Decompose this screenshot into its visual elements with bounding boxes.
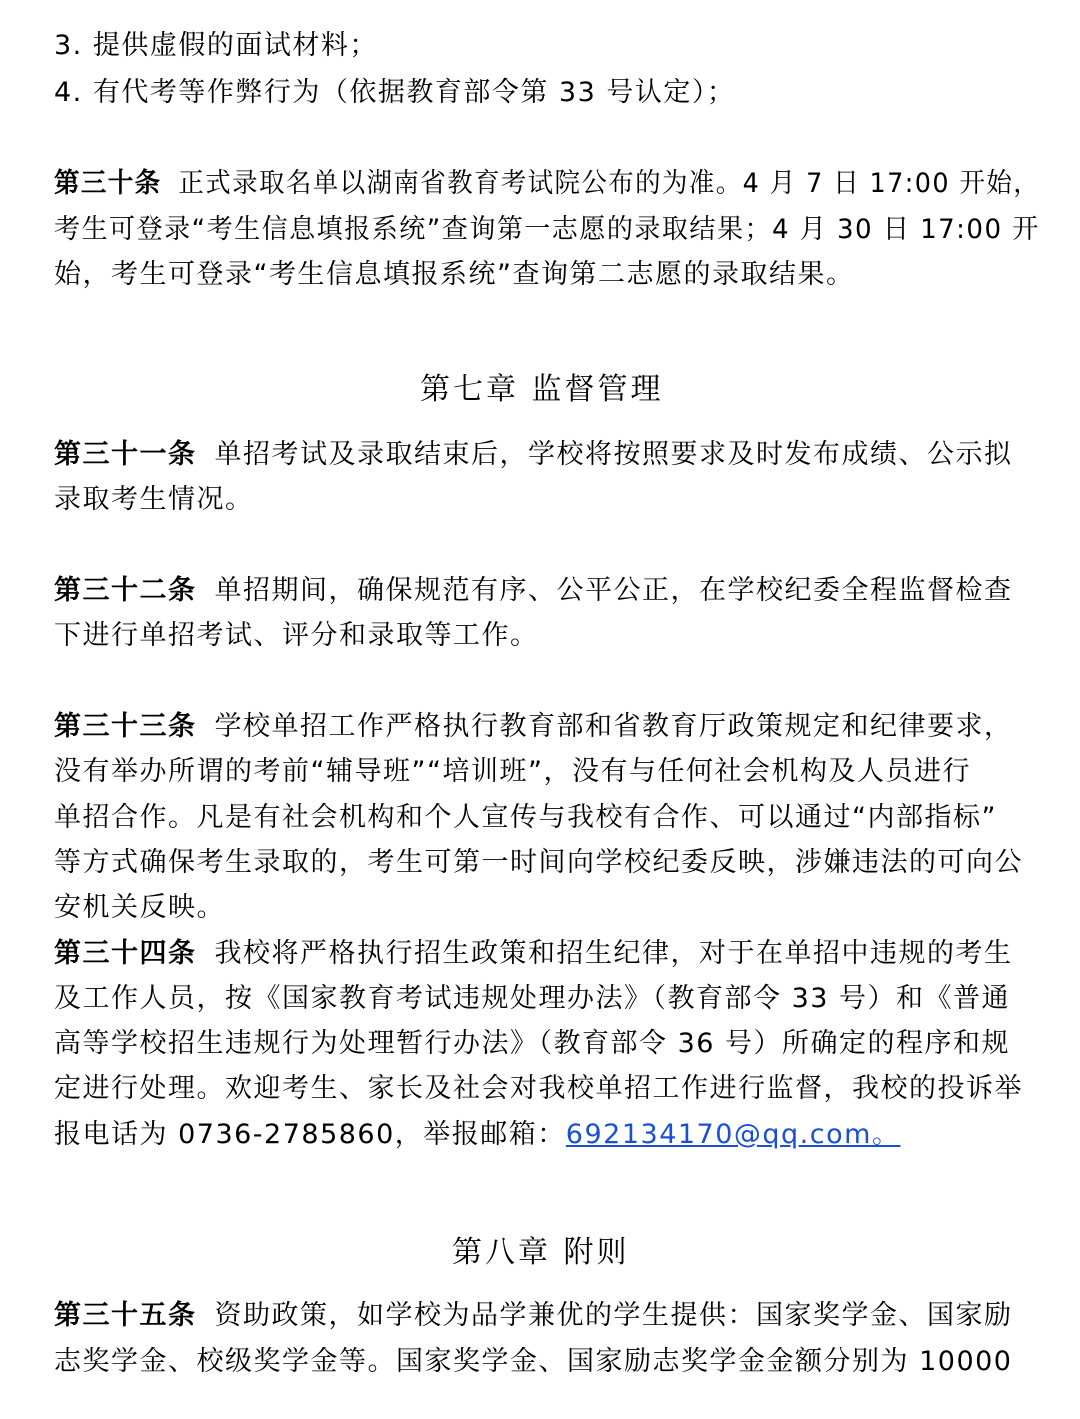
chapter-8-heading: 第八章 附则 (452, 1235, 630, 1270)
article-34-line-4: 定进行处理。欢迎考生、家长及社会对我校单招工作进行监督，我校的投诉举 (54, 1073, 1023, 1104)
article-30-line-2: 考生可登录“考生信息填报系统”查询第一志愿的录取结果；4 月 30 日 17:00 开 (54, 214, 1040, 245)
article-31-label: 第三十一条 (54, 439, 197, 470)
article-35-line-2: 志奖学金、校级奖学金等。国家奖学金、国家励志奖学金金额分别为 10000 (54, 1346, 1013, 1377)
article-33-label: 第三十三条 (54, 711, 197, 742)
article-34-line-2: 及工作人员，按《国家教育考试违规处理办法》（教育部令 33 号）和《普通 (54, 983, 1011, 1014)
article-35-label: 第三十五条 (54, 1300, 197, 1331)
list-item-4: 4. 有代考等作弊行为（依据教育部令第 33 号认定）； (54, 77, 736, 108)
article-34-line-5: 报电话为 0736-2785860，举报邮箱：692134170@qq.com。 (54, 1119, 901, 1150)
article-33-line-4: 等方式确保考生录取的，考生可第一时间向学校纪委反映，涉嫌违法的可向公 (54, 847, 1023, 878)
article-33-line-1: 第三十三条 学校单招工作严格执行教育部和省教育厅政策规定和纪律要求， (54, 711, 1013, 742)
chapter-7-heading: 第七章 监督管理 (420, 372, 664, 407)
article-35-line-1: 第三十五条 资助政策，如学校为品学兼优的学生提供：国家奖学金、国家励 (54, 1300, 1013, 1331)
article-32-line-1: 第三十二条 单招期间，确保规范有序、公平公正，在学校纪委全程监督检查 (54, 575, 1013, 606)
article-32-label: 第三十二条 (54, 575, 197, 606)
report-email-link[interactable]: 692134170@qq.com。 (565, 1119, 901, 1150)
article-30-line-3: 始，考生可登录“考生信息填报系统”查询第二志愿的录取结果。 (54, 259, 855, 290)
article-34-line-3: 高等学校招生违规行为处理暂行办法》（教育部令 36 号）所确定的程序和规 (54, 1028, 1011, 1059)
article-30-label: 第三十条 (54, 168, 162, 199)
article-33-line-2: 没有举办所谓的考前“辅导班”“培训班”，没有与任何社会机构及人员进行 (54, 756, 971, 787)
article-33-line-5: 安机关反映。 (54, 892, 225, 923)
article-31-line-2: 录取考生情况。 (54, 484, 254, 515)
article-33-line-3: 单招合作。凡是有社会机构和个人宣传与我校有合作、可以通过“内部指标” (54, 802, 997, 833)
article-34-line-1: 第三十四条 我校将严格执行招生政策和招生纪律，对于在单招中违规的考生 (54, 938, 1013, 969)
list-item-3: 3. 提供虚假的面试材料； (54, 30, 378, 61)
article-34-label: 第三十四条 (54, 938, 197, 969)
article-32-line-2: 下进行单招考试、评分和录取等工作。 (54, 620, 539, 651)
article-30-line-1: 第三十条 正式录取名单以湖南省教育考试院公布的为准。4 月 7 日 17:00 开始， (54, 168, 1041, 199)
article-31-line-1: 第三十一条 单招考试及录取结束后，学校将按照要求及时发布成绩、公示拟 (54, 439, 1013, 470)
